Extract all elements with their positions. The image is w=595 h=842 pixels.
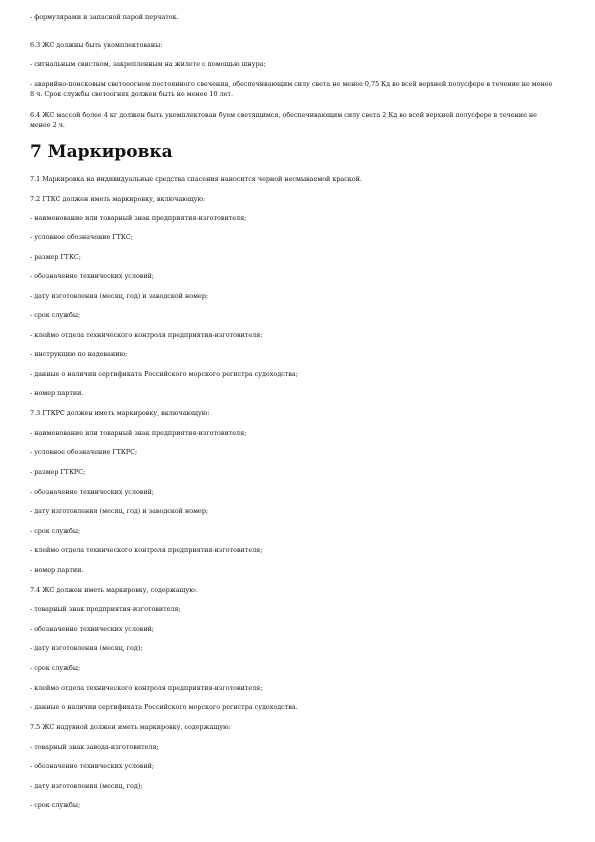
paragraph: - размер ГТКС; [30, 253, 81, 261]
paragraph: - товарный знак предприятия-изготовителя; [30, 605, 181, 613]
paragraph: 7.5 ЖС надувной должен иметь маркировку, содержащую: [30, 723, 231, 731]
paragraph: 7.4 ЖС должен иметь маркировку, содержащую: [30, 586, 197, 594]
paragraph: - формулярами и запасной парой перчаток. [30, 13, 179, 21]
paragraph: - дату изготовления (месяц, год) и заводской номер; [30, 292, 209, 300]
paragraph: 7.2 ГТКС должен иметь маркировку, включающую: [30, 195, 206, 203]
paragraph: - срок службы; [30, 311, 81, 319]
paragraph: - срок службы; [30, 801, 81, 809]
paragraph: - обозначение технических условий; [30, 625, 155, 633]
paragraph: - условное обозначение ГТКРС; [30, 448, 138, 456]
paragraph: - дату изготовления (месяц, год); [30, 782, 143, 790]
paragraph: - размер ГТКРС; [30, 468, 86, 476]
paragraph: - обозначение технических условий; [30, 272, 155, 280]
paragraph: - обозначение технических условий; [30, 762, 155, 770]
paragraph: - данные о наличии сертификата Российского морского регистра судоходства; [30, 370, 298, 378]
paragraph: - клеймо отдела технического контроля предприятия-изготовителя; [30, 684, 263, 692]
paragraph: - наименование или товарный знак предприятия-изготовителя; [30, 214, 247, 222]
paragraph: - дату изготовления (месяц, год); [30, 644, 143, 652]
section-heading: 7 Маркировка [30, 142, 173, 162]
paragraph: - срок службы; [30, 664, 81, 672]
paragraph: - клеймо отдела технического контроля предприятия-изготовителя; [30, 331, 263, 339]
paragraph: - условное обозначение ГТКС; [30, 233, 133, 241]
paragraph: 6.4 ЖС массой более 4 кг должен быть укомплектован буем светящимся, обеспечивающим силу света 2 Кд во всей верхней полусфере в течение не менее 2 ч. [30, 111, 537, 129]
paragraph: - товарный знак завода-изготовителя; [30, 743, 159, 751]
paragraph: 7.1 Маркировка на индивидуальные средства спасения наносится черной несмываемой краской. [30, 175, 362, 183]
paragraph: - данные о наличии сертификата Российского морского регистра судоходства. [30, 703, 298, 711]
paragraph: - инструкцию по надеванию; [30, 350, 128, 358]
paragraph: 7.3 ГТКРС должен иметь маркировку, включающую: [30, 409, 210, 417]
paragraph: - наименование или товарный знак предприятия-изготовителя; [30, 429, 247, 437]
paragraph: - дату изготовления (месяц, год) и заводской номер; [30, 507, 209, 515]
paragraph: - срок службы; [30, 527, 81, 535]
paragraph: 6.3 ЖС должны быть укомплектованы: [30, 41, 163, 49]
paragraph: - номер партии. [30, 566, 84, 574]
paragraph: - клеймо отдела технического контроля предприятия-изготовителя; [30, 546, 263, 554]
paragraph: - номер партии. [30, 389, 84, 397]
paragraph: - аварийно-поисковым светооогнем постоянного свечения, обеспечивающим силу света не менее 0,75 Кд во всей верхней полусфере в течение не менее 8 ч. Срок службы светоогнях должен быть не менее 10 лет. [30, 80, 553, 98]
paragraph: - обозначение технических условий; [30, 488, 155, 496]
paragraph: - сигнальным свистком, закрепленным на жилете с помощью шнура; [30, 60, 266, 68]
